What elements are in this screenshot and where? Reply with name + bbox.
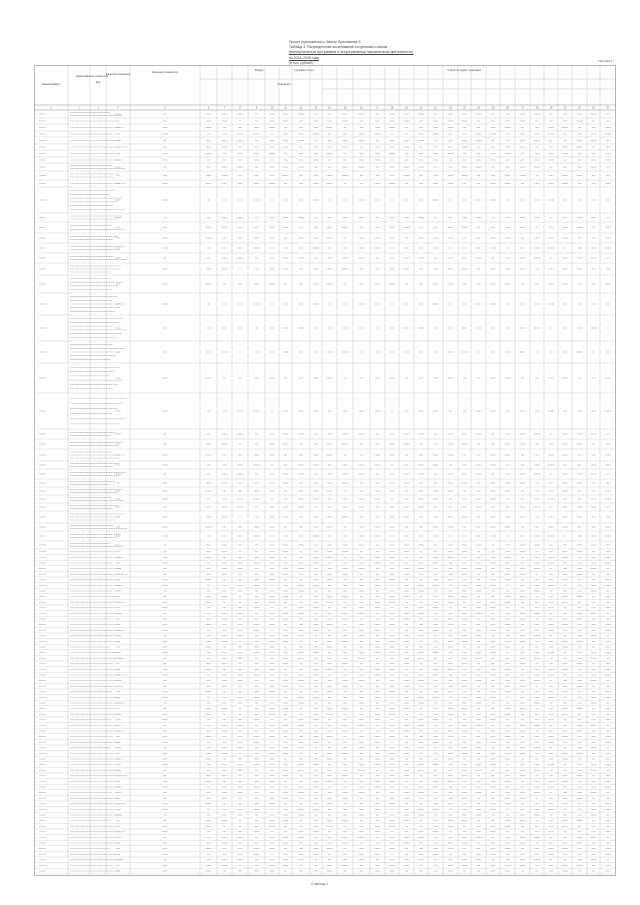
column-number: 1: [50, 106, 52, 110]
column-number: 9: [255, 106, 258, 110]
column-number: 20: [419, 106, 423, 110]
column-number: 28: [535, 106, 539, 110]
header-line: Таблица 3. Распределение ассигнований по целевым статьям: [289, 45, 388, 50]
column-number: 23: [463, 106, 466, 110]
column-number: 21: [434, 106, 437, 110]
column-number: 33: [606, 106, 610, 110]
column-number: 13: [314, 106, 318, 110]
column-number: 16: [360, 106, 363, 110]
document-header: [289, 40, 489, 66]
column-header: Наименование: [42, 83, 60, 86]
column-number: 17: [376, 106, 379, 110]
column-number: 19: [405, 106, 408, 110]
column-number: 18: [390, 106, 394, 110]
header-line: (муниципальным программам и непрограммным направлениям деятельности): [289, 50, 414, 55]
column-number: 29: [549, 106, 553, 110]
column-number: 26: [506, 106, 509, 110]
column-header: Сумма по годам / периодам: [447, 69, 481, 72]
column-header: Наименование показателя: [75, 75, 109, 78]
column-number: 11: [284, 106, 287, 110]
column-number: 4: [117, 106, 119, 110]
column-number: 5: [164, 106, 166, 110]
column-header: Значение показателя: [152, 71, 178, 74]
column-number: 31: [578, 106, 581, 110]
column-number: 3: [97, 106, 99, 110]
column-number: 14: [328, 106, 331, 110]
column-number: 32: [592, 106, 595, 110]
column-number: 10: [270, 106, 274, 110]
column-header: Код: [95, 81, 101, 84]
column-number: 8: [239, 106, 241, 110]
column-number: 22: [449, 106, 452, 110]
header-line: (в тыс. рублей): [289, 60, 313, 65]
column-number: 24: [477, 106, 480, 110]
data-table: [34, 65, 616, 876]
column-number: 30: [563, 106, 567, 110]
column-header: Раздел: [254, 69, 264, 72]
column-header: Подраздел: [277, 83, 291, 86]
page-footer: Страница 1: [311, 882, 329, 886]
column-number: 7: [223, 106, 226, 110]
header-line: Проект (приложения) к Закону Приложение 3: [289, 40, 361, 44]
column-header: Целевая статья: [294, 69, 314, 72]
column-number: 25: [491, 106, 495, 110]
column-number: 15: [343, 106, 347, 110]
column-header: Единица измерения: [105, 73, 131, 76]
column-number: 6: [207, 106, 210, 110]
column-number: 2: [78, 106, 80, 110]
column-number: 12: [299, 106, 303, 110]
table-caption: Таблица 3: [598, 59, 613, 63]
column-number: 27: [521, 106, 524, 110]
header-line: на 2024–2026 годы: [289, 55, 320, 60]
